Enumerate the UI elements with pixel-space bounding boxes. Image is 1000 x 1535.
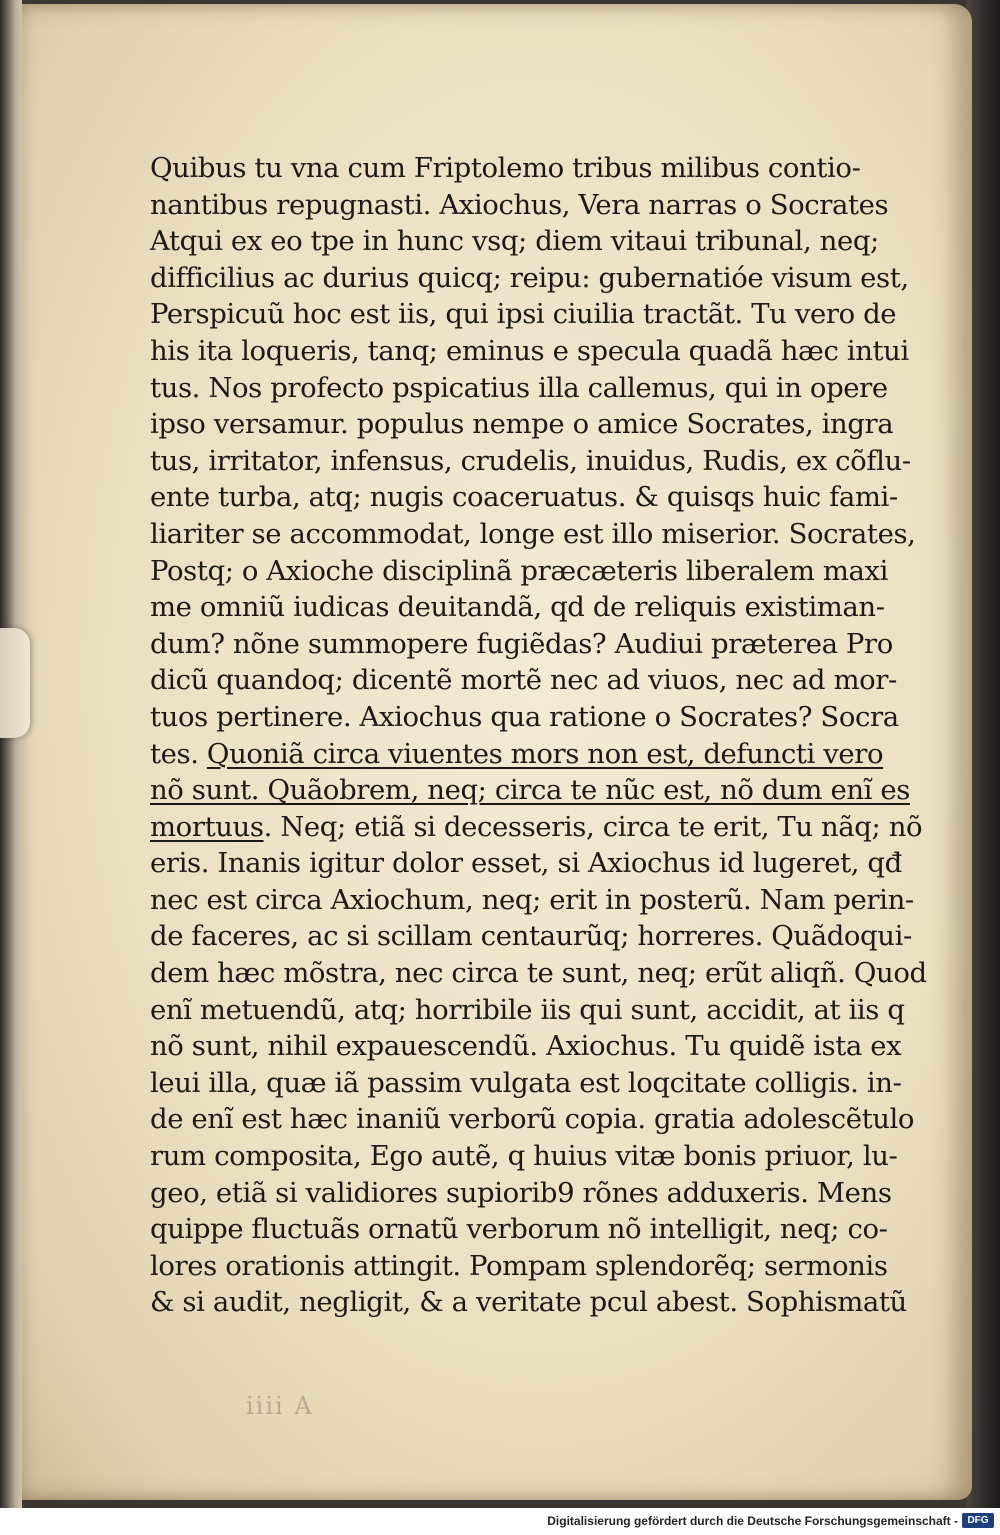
text-line: dem hæc mõstra, nec circa te sunt, neq; erũt aliqñ. Quod — [150, 957, 927, 990]
text-line: difficilius ac durius quicq; reipu: gubernatióe visum est, — [150, 261, 909, 294]
text-line: his ita loqueris, tanq; eminus e specula quadã hæc intui — [150, 334, 909, 367]
underlined-passage: nõ sunt. Quãobrem, neq; circa te nũc est, nõ dum enĩ es — [150, 774, 910, 807]
text-line: nõ sunt, nihil expauescendũ. Axiochus. Tu quidẽ ista ex — [150, 1030, 902, 1063]
footer-credit: Digitalisierung gefördert durch die Deutsche Forschungsgemeinschaft - — [547, 1514, 958, 1528]
underlined-passage: mortuus — [150, 810, 264, 843]
text-line: de faceres, ac si scillam centaurũq; horreres. Quãdoqui- — [150, 920, 912, 953]
text-line: quippe fluctuãs ornatũ verborum nõ intelligit, neq; co- — [150, 1213, 888, 1246]
text-line: Quibus tu vna cum Friptolemo tribus milibus contio- — [150, 152, 861, 184]
text-line: mortuus. Neq; etiã si decesseris, circa te erit, Tu nãq; nõ — [150, 810, 923, 843]
text-line: leui illa, quæ iã passim vulgata est loqcitate colligis. in- — [150, 1066, 902, 1099]
text-line: de enĩ est hæc inaniũ verborũ copia. gratia adolescẽtulo — [150, 1103, 915, 1136]
text-line: Perspicuũ hoc est iis, qui ipsi ciuilia tractãt. Tu vero de — [150, 298, 897, 331]
text-line: geo, etiã si validiores supiorib9 rõnes adduxeris. Mens — [150, 1176, 892, 1209]
text-line: ipso versamur. populus nempe o amice Socrates, ingra — [150, 408, 894, 441]
text-line: liariter se accommodat, longe est illo miserior. Socrates, — [150, 517, 916, 550]
text-line: ente turba, atq; nugis coaceruatus. & quisqs huic fami- — [150, 481, 898, 514]
text-line: Postq; o Axioche disciplinã præcæteris liberalem maxi — [150, 554, 889, 587]
text-line: tus, irritator, infensus, crudelis, inuidus, Rudis, ex cõflu- — [150, 444, 911, 477]
text-line: rum composita, Ego autẽ, q huius vitæ bonis priuor, lu- — [150, 1140, 898, 1173]
page-tab — [0, 628, 30, 738]
text-line: Atqui ex eo tpe in hunc vsq; diem vitaui tribunal, neq; — [150, 225, 879, 258]
text-line — [150, 772, 940, 809]
text-line: enĩ metuendũ, atq; horribile iis qui sunt, accidit, at iis q — [150, 993, 905, 1026]
text-line: tes. Quoniã circa viuentes mors non est, defuncti vero — [150, 737, 884, 770]
text-line: nantibus repugnasti. Axiochus, Vera narras o Socrates — [150, 188, 889, 221]
text-line: & si audit, negligit, & a veritate pcul abest. Sophismatũ — [150, 1286, 907, 1319]
signature-mark: iiii A — [246, 1392, 314, 1420]
page-edge — [0, 0, 22, 1508]
body-text — [150, 150, 940, 1321]
text-line: dum? nõne summopere fugiẽdas? Audiui præterea Pro — [150, 627, 893, 660]
text-line: me omniũ iudicas deuitandã, qd de reliquis existiman- — [150, 591, 885, 624]
text-line: lores orationis attingit. Pompam splendorẽq; sermonis — [150, 1249, 888, 1282]
dfg-logo: DFG — [962, 1513, 994, 1528]
underlined-passage: Quoniã circa viuentes mors non est, defuncti vero — [206, 737, 884, 770]
text-line: tus. Nos profecto pspicatius illa callemus, qui in opere — [150, 371, 888, 404]
text-line: dicũ quandoq; dicentẽ mortẽ nec ad viuos, nec ad mor- — [150, 664, 897, 697]
footer-bar — [0, 1508, 1000, 1535]
text-line: tuos pertinere. Axiochus qua ratione o Socrates? Socra — [150, 700, 899, 733]
text-line: eris. Inanis igitur dolor esset, si Axiochus id lugeret, qđ — [150, 847, 902, 880]
text-line: nec est circa Axiochum, neq; erit in posterũ. Nam perin- — [150, 883, 914, 916]
